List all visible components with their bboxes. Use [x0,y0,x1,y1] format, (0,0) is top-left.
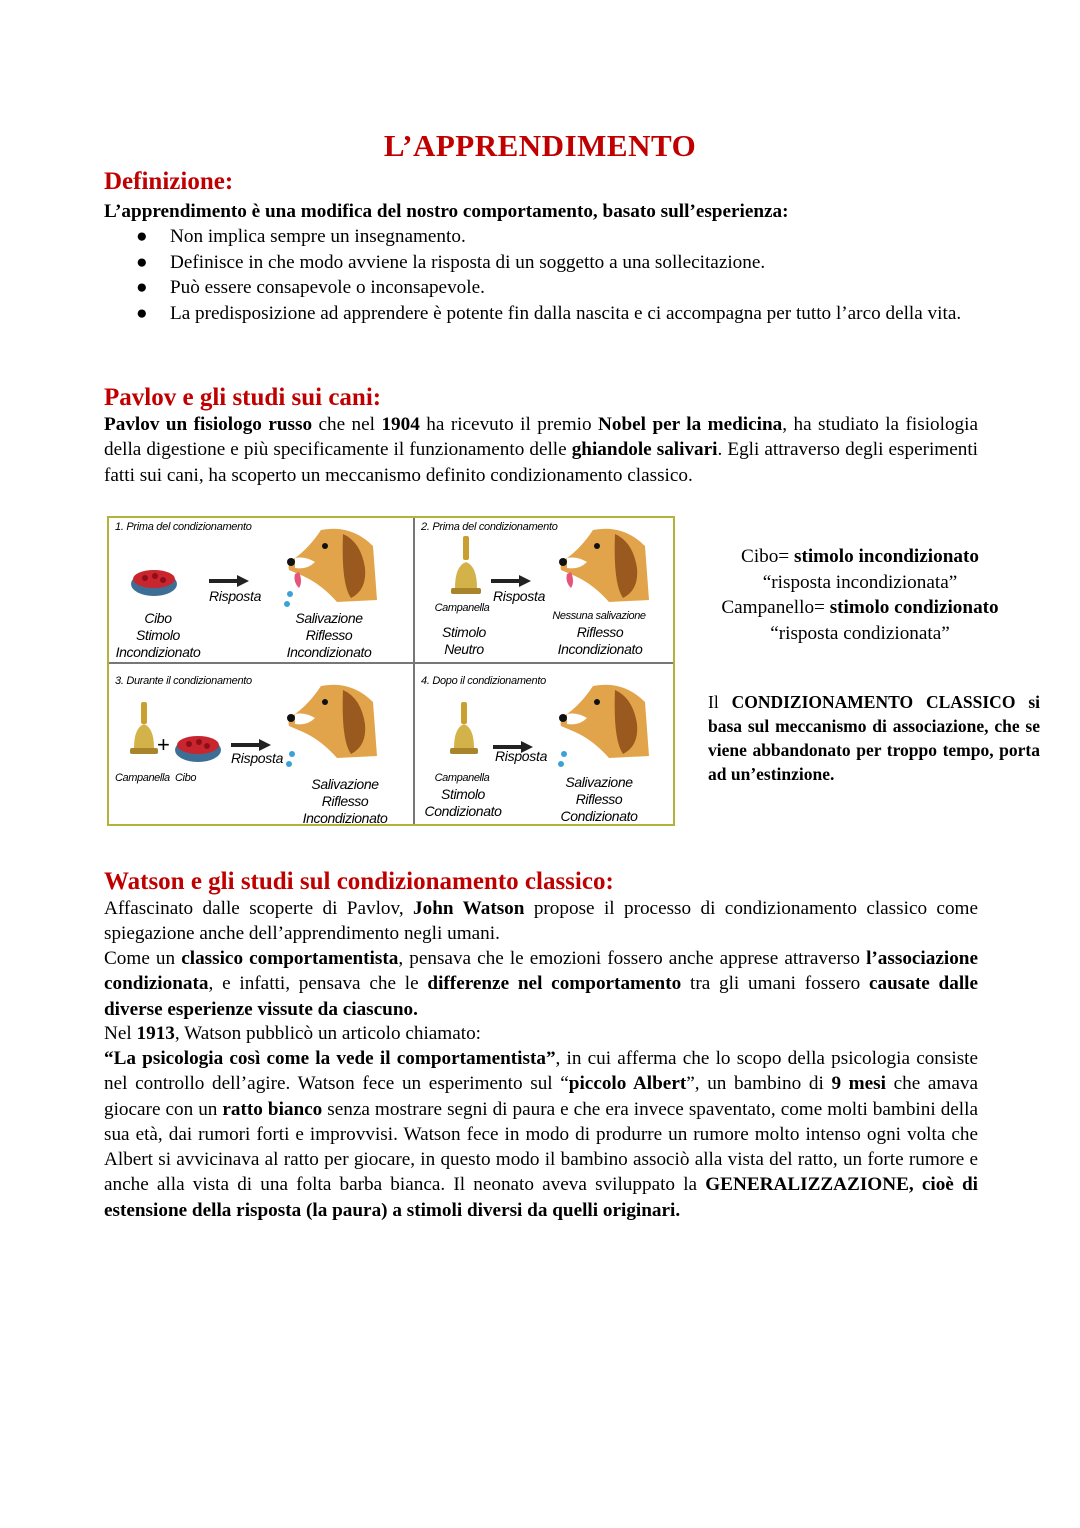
response-label: Salivazione Riflesso Incondizionato [302,776,388,826]
plus-icon: + [157,732,170,757]
saliva-drops-icon [283,588,297,610]
arrow-label: Risposta [231,750,284,766]
conditioning-diagram [107,516,675,826]
bullet-icon: ● [136,277,148,299]
response-label: Salivazione Riflesso Condizionato [560,774,638,824]
bell-icon [449,536,483,598]
pavlov-paragraph: Pavlov un fisiologo russo che nel 1904 ha ricevuto il premio Nobel per la medicina, ha studiato la fisiologia della digestione e più specificamente il funzionamento delle ghiandole salivari. Egli attraverso degli esperimenti fatti sui cani, ha scoperto un meccanismo definito condizionamento classico. [104,414,979,486]
food-bowl-icon [173,726,223,766]
arrow-icon [209,574,249,588]
arrow-label: Risposta [495,748,548,764]
bullet-icon: ● [136,251,148,273]
watson-paragraph-1: Affascinato dalle scoperte di Pavlov, John Watson propose il processo di condizionamento classico come spiegazione anche dell’apprendimento negli umani. [104,898,978,945]
bell-label: Campanella [434,602,490,614]
section-heading-pavlov: Pavlov e gli studi sui cani: [104,384,382,411]
list-item: ● Non implica sempre un insegnamento. [104,224,978,250]
section-heading-definizione: Definizione: [104,168,234,195]
stimulus-label: Stimolo Neutro [442,624,486,657]
saliva-drops-icon [557,748,571,770]
bullet-icon: ● [136,303,148,325]
arrow-label: Risposta [209,588,262,604]
watson-paragraph-3: Nel 1913, Watson pubblicò un articolo chiamato: [104,1023,481,1044]
stimulus-label: Stimolo Condizionato [424,786,502,819]
food-bowl-icon [129,560,179,600]
list-item: ● Definisce in che modo avviene la risposta di un soggetto a una sollecitazione. [104,250,978,276]
panel-4-label: 4. Dopo il condizionamento [421,675,546,687]
page-title: L’APPRENDIMENTO [383,128,697,163]
panel-2-label: 2. Prima del condizionamento [421,521,558,533]
response-label: Riflesso Incondizionato [557,624,643,657]
response-label: Salivazione Riflesso Incondizionato [286,610,372,660]
response-top-label: Nessuna salivazione [552,610,646,622]
saliva-drops-icon [285,748,299,770]
bell-food-label: Campanella Cibo [115,772,197,784]
dog-icon [553,524,653,604]
bullet-icon: ● [136,226,148,247]
food-stimulus-label: Cibo Stimolo Incondizionato [115,610,201,660]
arrow-icon [491,574,531,588]
definition-bullet-list [104,224,978,327]
stimulus-definitions: Cibo= stimolo incondizionato “risposta incondizionata” Campanello= stimolo condizionato “risposta condizionata” [721,546,999,644]
list-item: ● Può essere consapevole o inconsapevole. [104,275,978,301]
arrow-label: Risposta [493,588,546,604]
bell-icon [449,702,479,758]
panel-3-label: 3. Durante il condizionamento [115,675,252,687]
list-item: ● La predisposizione ad apprendere è potente fin dalla nascita e ci accompagna per tutto l’arco della vita. [104,301,978,327]
classical-conditioning-note: Il CONDIZIONAMENTO CLASSICO si basa sul meccanismo di associazione, che se viene abbandonato per troppo tempo, porta ad un’estinzione. [708,692,1040,784]
watson-paragraph-2: Come un classico comportamentista, pensava che le emozioni fossero anche apprese attraverso l’associazione condizionata, e infatti, pensava che le differenze nel comportamento tra gli umani fossero causate dalle diverse esperienze vissute da ciascuno. [104,948,978,1020]
section-heading-watson: Watson e gli studi sul condizionamento classico: [104,868,614,895]
bell-icon [129,702,159,758]
bell-label: Campanella [434,772,490,784]
watson-paragraph-4: “La psicologia così come la vede il comportamentista”, in cui afferma che lo scopo della psicologia consiste nel controllo dell’agire. Watson fece un esperimento sul “piccolo Albert”, un bambino di 9 mesi che amava giocare con un ratto bianco senza mostrare segni di paura e che era invece spaventato, come molti bambini della sua età, dai rumori forti e improvvisi. Watson fece in modo di produrre un rumore molto intenso ogni volta che Albert si avvicinava al ratto per giocare, in questo modo il bambino associò alla vista del ratto, un forte rumore e anche alla vista di una folta barba bianca. Il neonato aveva sviluppato la GENERALIZZAZIONE, cioè di estensione della risposta (la paura) a stimoli diversi da quelli originari. [104,1048,979,1221]
definition-intro: L’apprendimento è una modifica del nostro comportamento, basato sull’esperienza: [104,201,789,222]
panel-1-label: 1. Prima del condizionamento [115,521,252,533]
